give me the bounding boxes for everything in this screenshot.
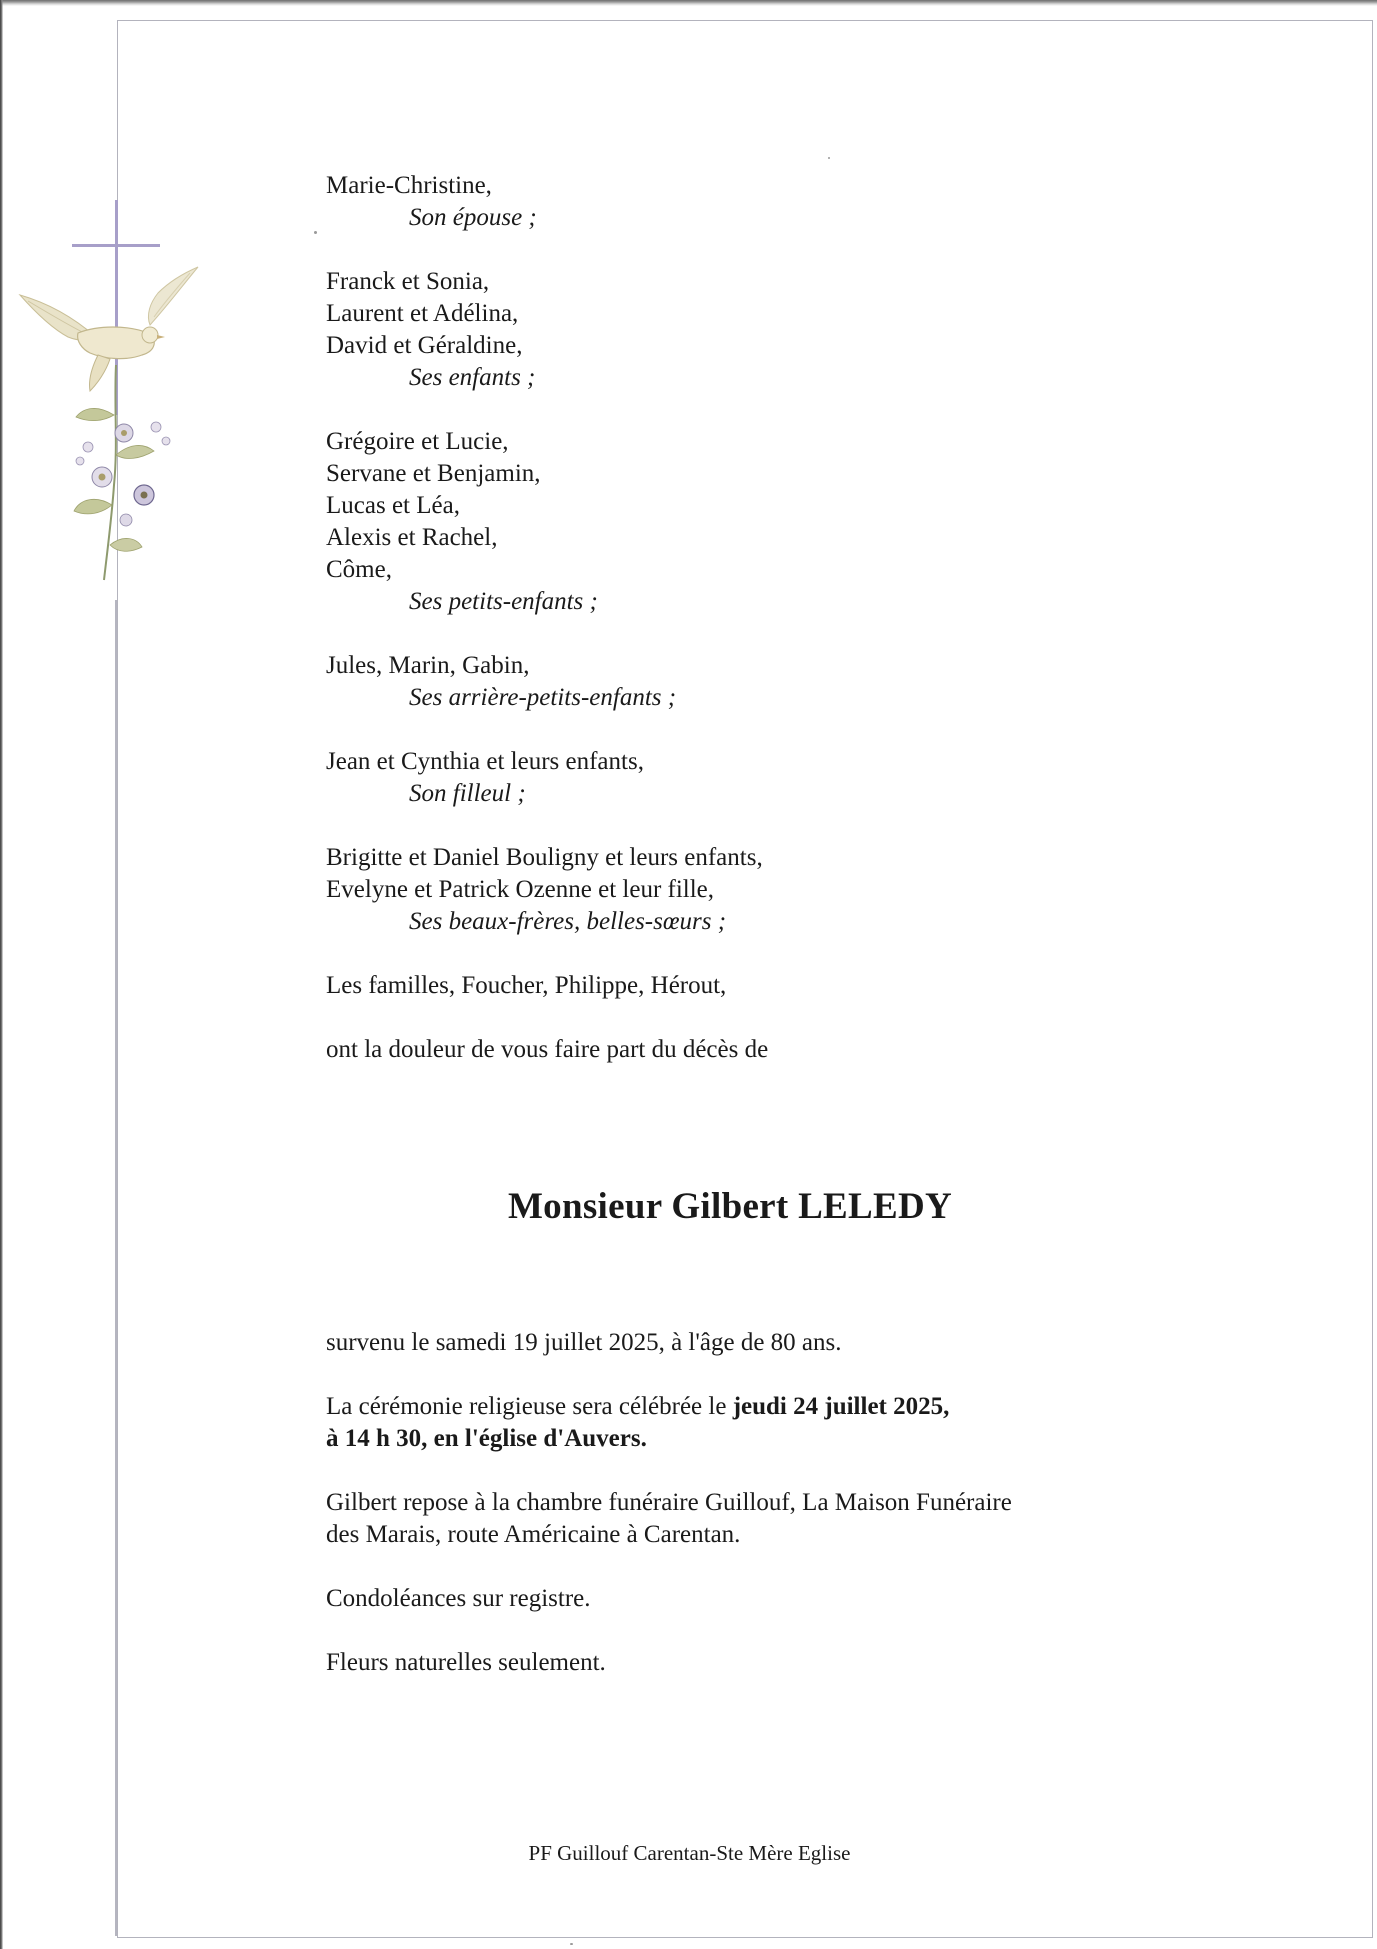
family-name-line: Lucas et Léa, bbox=[326, 492, 460, 519]
family-name-line: David et Géraldine, bbox=[326, 332, 523, 359]
family-role: Ses enfants ; bbox=[409, 364, 536, 391]
ceremony-info bbox=[326, 1391, 1226, 1455]
family-name-line: Les familles, Foucher, Philippe, Hérout, bbox=[326, 972, 727, 999]
announcement-text: ont la douleur de vous faire part du décès de bbox=[326, 1036, 769, 1063]
death-notice-text: survenu le samedi 19 juillet 2025, à l'âge de 80 ans. bbox=[326, 1329, 842, 1356]
dove-with-flowers-icon bbox=[18, 255, 208, 585]
family-group-grandchildren bbox=[326, 426, 1226, 618]
scan-speck bbox=[570, 1943, 573, 1945]
family-name-line: Evelyne et Patrick Ozenne et leur fille, bbox=[326, 876, 715, 903]
ceremony-date: jeudi 24 juillet 2025, bbox=[732, 1393, 950, 1420]
flowers-text: Fleurs naturelles seulement. bbox=[326, 1649, 606, 1676]
announcement bbox=[326, 1034, 1226, 1066]
condolences-text: Condoléances sur registre. bbox=[326, 1585, 591, 1612]
family-name-line: Jules, Marin, Gabin, bbox=[326, 652, 530, 679]
family-name-line: Alexis et Rachel, bbox=[326, 524, 498, 551]
footer-text: PF Guillouf Carentan-Ste Mère Eglise bbox=[528, 1841, 851, 1865]
funeral-home-footer bbox=[0, 1840, 1377, 1866]
family-role: Son filleul ; bbox=[409, 780, 526, 807]
family-group-in-laws bbox=[326, 842, 1226, 938]
family-name-line: Brigitte et Daniel Bouligny et leurs enfants, bbox=[326, 844, 763, 871]
family-role: Ses petits-enfants ; bbox=[409, 588, 598, 615]
family-role: Ses arrière-petits-enfants ; bbox=[409, 684, 677, 711]
scan-top-edge bbox=[0, 0, 1377, 6]
family-name-line: Côme, bbox=[326, 556, 392, 583]
scan-speck bbox=[828, 157, 830, 159]
condolences-info bbox=[326, 1583, 1226, 1615]
family-name-line: Marie-Christine, bbox=[326, 172, 492, 199]
family-name-line: Servane et Benjamin, bbox=[326, 460, 541, 487]
ceremony-intro: La cérémonie religieuse sera célébrée le bbox=[326, 1393, 733, 1420]
ceremony-place: à 14 h 30, en l'église d'Auvers. bbox=[326, 1425, 647, 1452]
family-group-children bbox=[326, 266, 1226, 394]
family-role: Son épouse ; bbox=[409, 204, 537, 231]
family-role: Ses beaux-frères, belles-sœurs ; bbox=[409, 908, 727, 935]
scan-left-edge bbox=[0, 0, 3, 1949]
cross-stem-line bbox=[115, 600, 117, 1936]
funeral-details bbox=[326, 1327, 1226, 1711]
rest-place-info bbox=[326, 1487, 1226, 1551]
cross-horizontal-bar bbox=[72, 244, 160, 247]
deceased-name: Monsieur Gilbert LELEDY bbox=[507, 1186, 953, 1227]
rest-place-line: des Marais, route Américaine à Carentan. bbox=[326, 1521, 741, 1548]
rest-place-line: Gilbert repose à la chambre funéraire Guillouf, La Maison Funéraire bbox=[326, 1489, 1012, 1516]
family-name-line: Laurent et Adélina, bbox=[326, 300, 519, 327]
family-group-great-grandchildren bbox=[326, 650, 1226, 714]
death-notice bbox=[326, 1327, 1226, 1359]
family-group-godson bbox=[326, 746, 1226, 810]
flowers-info bbox=[326, 1647, 1226, 1679]
family-group-spouse bbox=[326, 170, 1226, 234]
ceremony-line bbox=[326, 1391, 1226, 1423]
family-name-line: Franck et Sonia, bbox=[326, 268, 490, 295]
family-name-line: Grégoire et Lucie, bbox=[326, 428, 509, 455]
scan-speck bbox=[314, 231, 317, 234]
family-list bbox=[326, 170, 1226, 1098]
family-group-other-families bbox=[326, 970, 1226, 1002]
family-name-line: Jean et Cynthia et leurs enfants, bbox=[326, 748, 644, 775]
